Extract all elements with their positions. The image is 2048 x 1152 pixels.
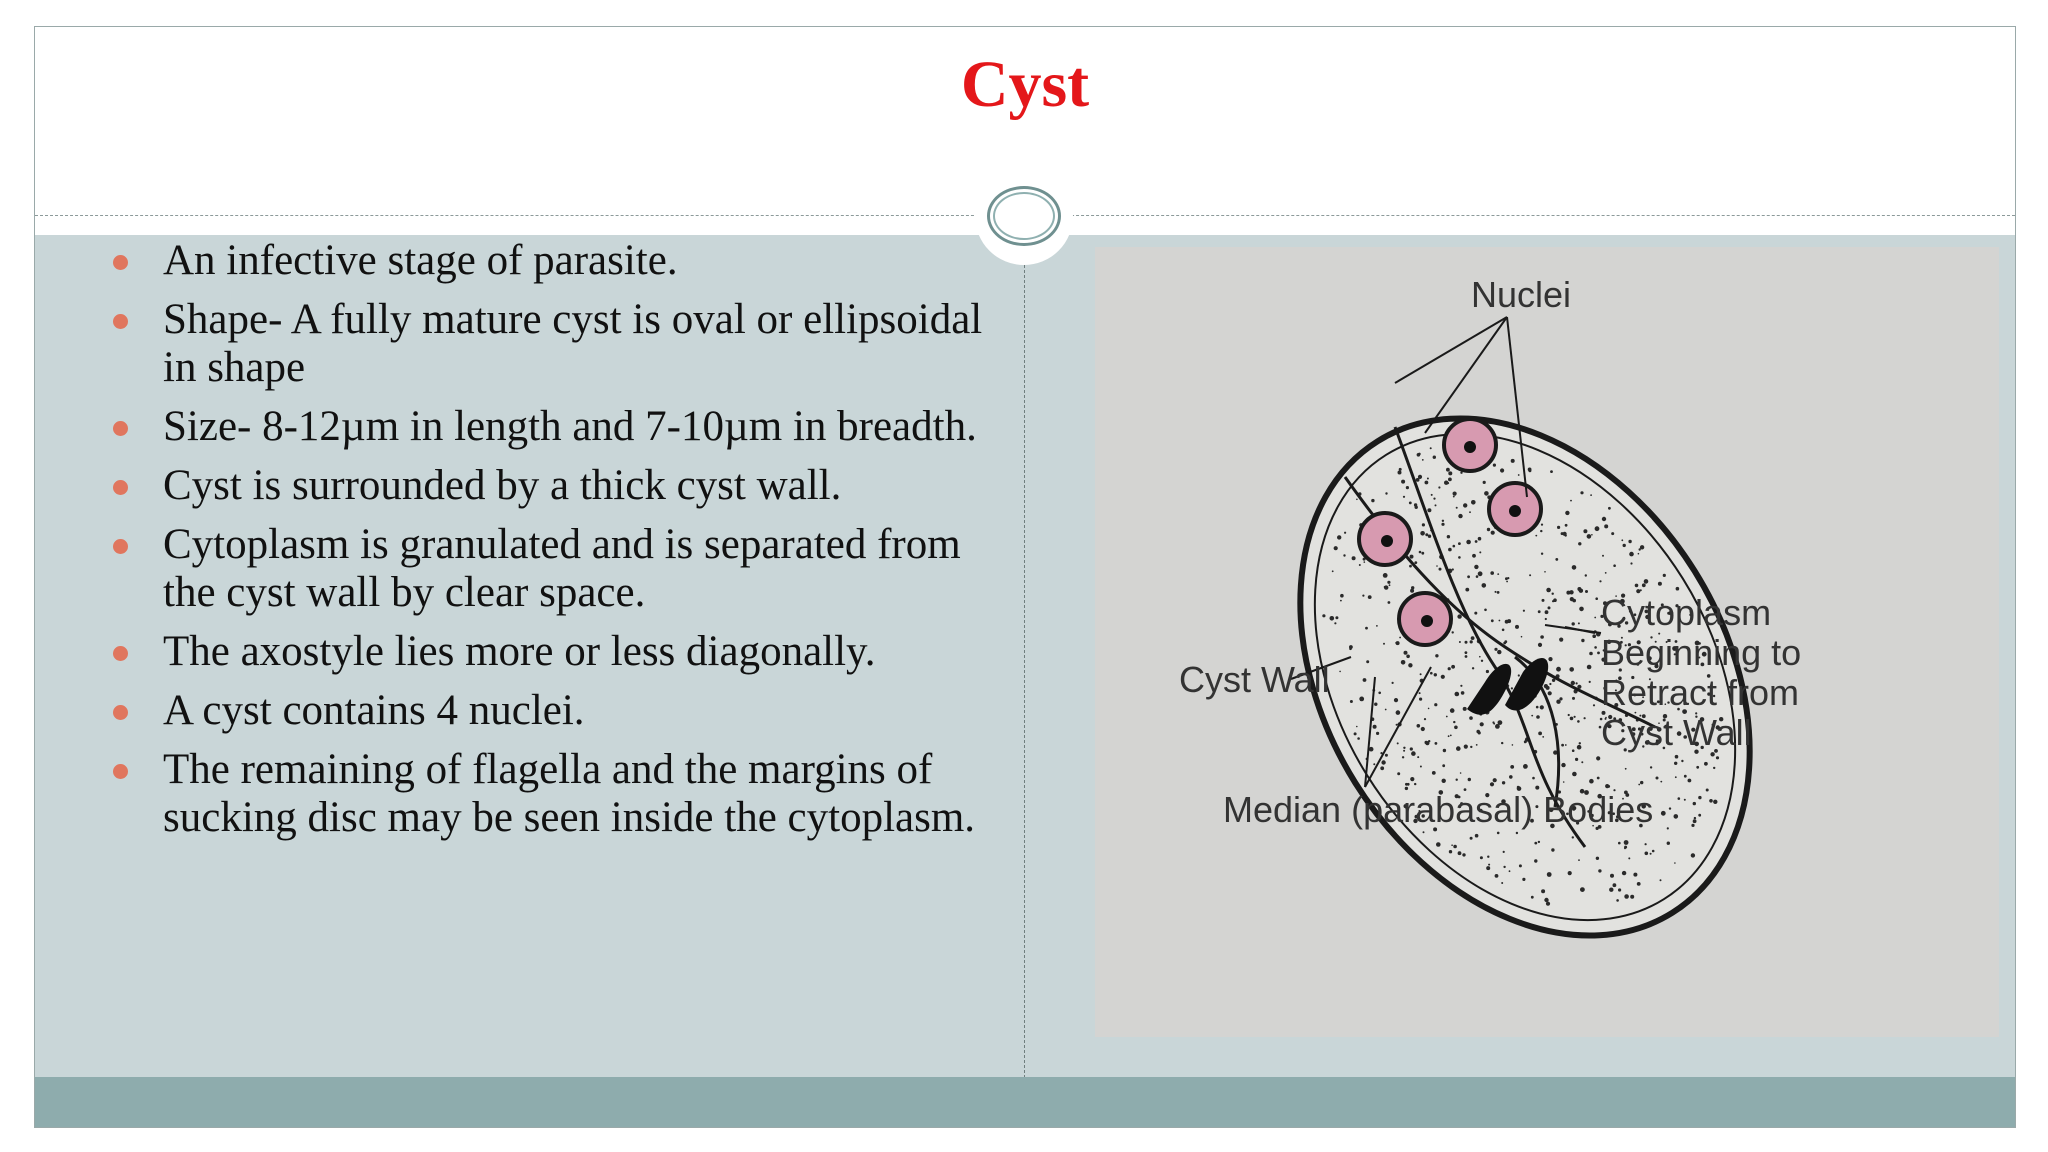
bullet-item: An infective stage of parasite. [93, 237, 1013, 285]
bullet-item: Size- 8-12µm in length and 7-10µm in breadth. [93, 403, 1013, 451]
bullet-item: A cyst contains 4 nuclei. [93, 687, 1013, 735]
bullet-item: The remaining of flagella and the margins of sucking disc may be seen inside the cytoplasm. [93, 746, 1013, 842]
label-cytoplasm: Cytoplasm [1601, 592, 1772, 633]
bullet-item: The axostyle lies more or less diagonally. [93, 628, 1013, 676]
label-cytoplasm: Beginning to [1601, 632, 1802, 673]
label-cytoplasm: Cyst Wall [1601, 712, 1752, 753]
slide-title: Cyst [960, 48, 1090, 121]
footer-bar [35, 1077, 2015, 1128]
cyst-diagram [1095, 247, 1999, 1037]
column-divider [1024, 245, 1025, 1103]
bullet-list [93, 237, 1013, 853]
bullet-item: Shape- A fully mature cyst is oval or ellipsoidal in shape [93, 296, 1013, 392]
bullet-item: Cyst is surrounded by a thick cyst wall. [93, 462, 1013, 510]
label-cytoplasm: Retract from [1601, 672, 1800, 713]
bullet-item: Cytoplasm is granulated and is separated from the cyst wall by clear space. [93, 521, 1013, 617]
label-cyst-wall: Cyst Wall [1179, 659, 1330, 700]
slide [34, 26, 2016, 1128]
label-nuclei: Nuclei [1471, 274, 1572, 315]
label-median-bodies: Median (parabasal) Bodies [1223, 789, 1654, 830]
